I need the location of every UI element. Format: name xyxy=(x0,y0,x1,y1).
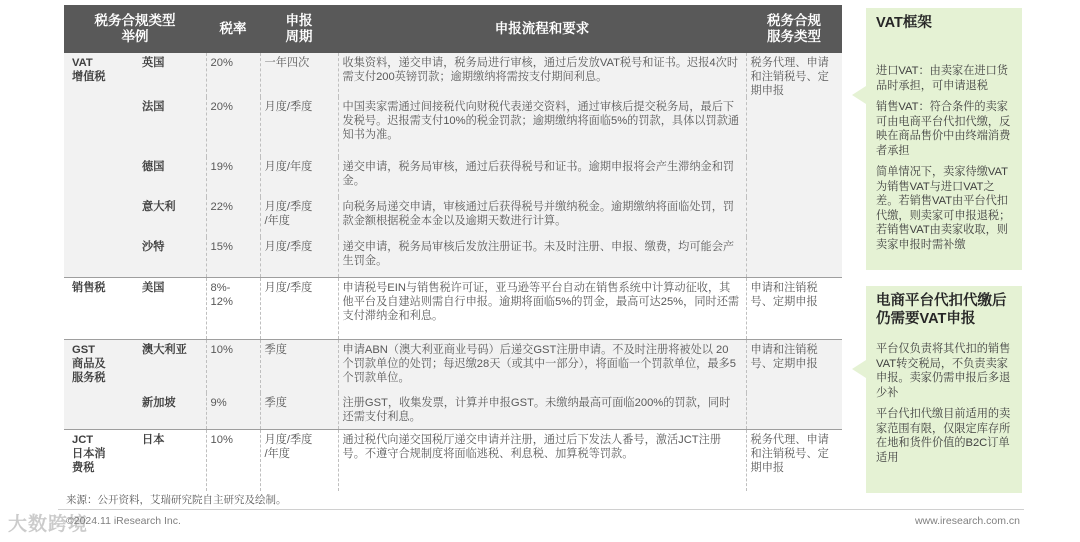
tax-rate: 15% xyxy=(206,237,260,277)
table-row xyxy=(64,277,842,339)
table-row xyxy=(64,237,842,277)
panel2-paragraph: 平台代扣代缴目前适用的卖家范围有限，仅限定库存所在地和货件价值的B2C订单适用 xyxy=(876,408,1011,464)
platform-withholding-panel xyxy=(866,286,1022,493)
country-name: 意大利 xyxy=(134,197,206,237)
tax-rate: 20% xyxy=(206,97,260,157)
tax-category: 销售税 xyxy=(64,277,134,339)
footer-divider xyxy=(58,509,1024,510)
tax-compliance-table xyxy=(64,5,842,491)
service-type: 税务代理、申请和注销税号、定期申报 xyxy=(746,53,842,277)
watermark-logo: 大数跨境 xyxy=(8,514,89,535)
tax-category: VAT 增值税 xyxy=(64,53,134,277)
panel1-paragraph: 销售VAT：符合条件的卖家可由电商平台代扣代缴，反映在商品售价中由终端消费者承担 xyxy=(876,101,1011,157)
header-period: 申报 周期 xyxy=(260,5,338,53)
tax-group xyxy=(64,277,842,339)
filing-process: 注册GST，收集发票，计算并申报GST。未缴纳最高可面临200%的罚款，同时还需支付利息。 xyxy=(338,393,746,429)
country-name: 英国 xyxy=(134,53,206,97)
filing-process: 申请税号EIN与销售税许可证，亚马逊等平台自动在销售系统中计算动征收，其他平台及自建站则需自行申报。逾期将面临5%的罚金，最高可达25%，同时还需支付滞纳金和利息。 xyxy=(338,277,746,339)
tax-rate: 19% xyxy=(206,157,260,197)
tax-group xyxy=(64,339,842,429)
filing-period: 一年四次 xyxy=(260,53,338,97)
header-category: 税务合规类型 举例 xyxy=(64,5,206,53)
filing-period: 月度/年度 xyxy=(260,157,338,197)
filing-period: 月度/季度 /年度 xyxy=(260,197,338,237)
filing-process: 申请ABN（澳大利亚商业号码）后递交GST注册申请。不及时注册将被处以 20 个罚款单位的处罚；每迟缴28天（或其中一部分），将面临一个罚款单位，最多5个罚款单位。 xyxy=(338,339,746,393)
country-name: 法国 xyxy=(134,97,206,157)
service-type: 税务代理、申请和注销税号、定期申报 xyxy=(746,429,842,491)
tax-rate: 22% xyxy=(206,197,260,237)
table-row xyxy=(64,429,842,491)
table-row xyxy=(64,97,842,157)
panel1-paragraph: 简单情况下，卖家待缴VAT为销售VAT与进口VAT之差。若销售VAT由平台代扣代缴，则卖家可申报退税；若销售VAT由卖家收取，则卖家申报时需补缴 xyxy=(876,166,1011,251)
filing-process: 中国卖家需通过间接税代向财税代表递交资料，通过审核后提交税务局，最后下发税号。迟报需支付10%的税金罚款；逾期缴纳将面临5%的罚款，具体以罚款通知书为准。 xyxy=(338,97,746,157)
tax-rate: 10% xyxy=(206,429,260,491)
country-name: 沙特 xyxy=(134,237,206,277)
service-type: 申请和注销税号、定期申报 xyxy=(746,277,842,339)
website-link[interactable]: www.iresearch.com.cn xyxy=(914,515,1020,527)
filing-period: 月度/季度 xyxy=(260,97,338,157)
table-row xyxy=(64,393,842,429)
panel1-title: VAT框架 xyxy=(876,15,932,31)
header-service: 税务合规 服务类型 xyxy=(746,5,842,53)
filing-process: 收集资料，递交申请，税务局进行审核，通过后发放VAT税号和证书。迟报4次时需支付200英镑罚款；逾期缴纳将需按支付期间利息。 xyxy=(338,53,746,97)
tax-rate: 9% xyxy=(206,393,260,429)
copyright: ©2024.11 iResearch Inc. xyxy=(66,515,181,527)
tax-group xyxy=(64,429,842,491)
country-name: 新加坡 xyxy=(134,393,206,429)
country-name: 日本 xyxy=(134,429,206,491)
table-row xyxy=(64,53,842,97)
tax-group xyxy=(64,53,842,277)
filing-process: 通过税代向递交国税厅递交申请并注册，通过后下发法人番号，激活JCT注册号。不遵守合规制度将面临逃税、利息税、加算税等罚款。 xyxy=(338,429,746,491)
panel2-title: 电商平台代扣代缴后仍需要VAT申报 xyxy=(876,293,1007,327)
source-note: 来源：公开资料，艾瑞研究院自主研究及绘制。 xyxy=(66,494,287,506)
header-rate: 税率 xyxy=(206,5,260,53)
tax-category: GST 商品及 服务税 xyxy=(64,339,134,429)
country-name: 澳大利亚 xyxy=(134,339,206,393)
table-row xyxy=(64,339,842,393)
filing-period: 月度/季度 /年度 xyxy=(260,429,338,491)
tax-rate: 20% xyxy=(206,53,260,97)
filing-process: 递交申请，税务局审核，通过后获得税号和证书。逾期申报将会产生滞纳金和罚金。 xyxy=(338,157,746,197)
filing-period: 季度 xyxy=(260,339,338,393)
tax-rate: 8%- 12% xyxy=(206,277,260,339)
table-row xyxy=(64,157,842,197)
vat-framework-panel xyxy=(866,8,1022,270)
panel1-paragraph: 进口VAT：由卖家在进口货品时承担，可申请退税 xyxy=(876,65,1008,92)
filing-period: 月度/季度 xyxy=(260,237,338,277)
panel2-paragraph: 平台仅负责将其代扣的销售VAT转交税局，不负责卖家申报。卖家仍需申报后多退少补 xyxy=(876,343,1011,399)
filing-process: 向税务局递交申请，审核通过后获得税号并缴纳税金。逾期缴纳将面临处罚，罚款金额根据税金本金以及逾期天数进行计算。 xyxy=(338,197,746,237)
panel1-pointer-arrow xyxy=(852,86,866,104)
country-name: 美国 xyxy=(134,277,206,339)
filing-period: 季度 xyxy=(260,393,338,429)
panel2-pointer-arrow xyxy=(852,360,866,378)
country-name: 德国 xyxy=(134,157,206,197)
header-process: 申报流程和要求 xyxy=(338,5,746,53)
table-header-row xyxy=(64,5,842,53)
tax-rate: 10% xyxy=(206,339,260,393)
filing-process: 递交申请，税务局审核后发放注册证书。未及时注册、申报、缴费，均可能会产生罚金。 xyxy=(338,237,746,277)
table-row xyxy=(64,197,842,237)
tax-category: JCT 日本消 费税 xyxy=(64,429,134,491)
filing-period: 月度/季度 xyxy=(260,277,338,339)
service-type: 申请和注销税号、定期申报 xyxy=(746,339,842,429)
